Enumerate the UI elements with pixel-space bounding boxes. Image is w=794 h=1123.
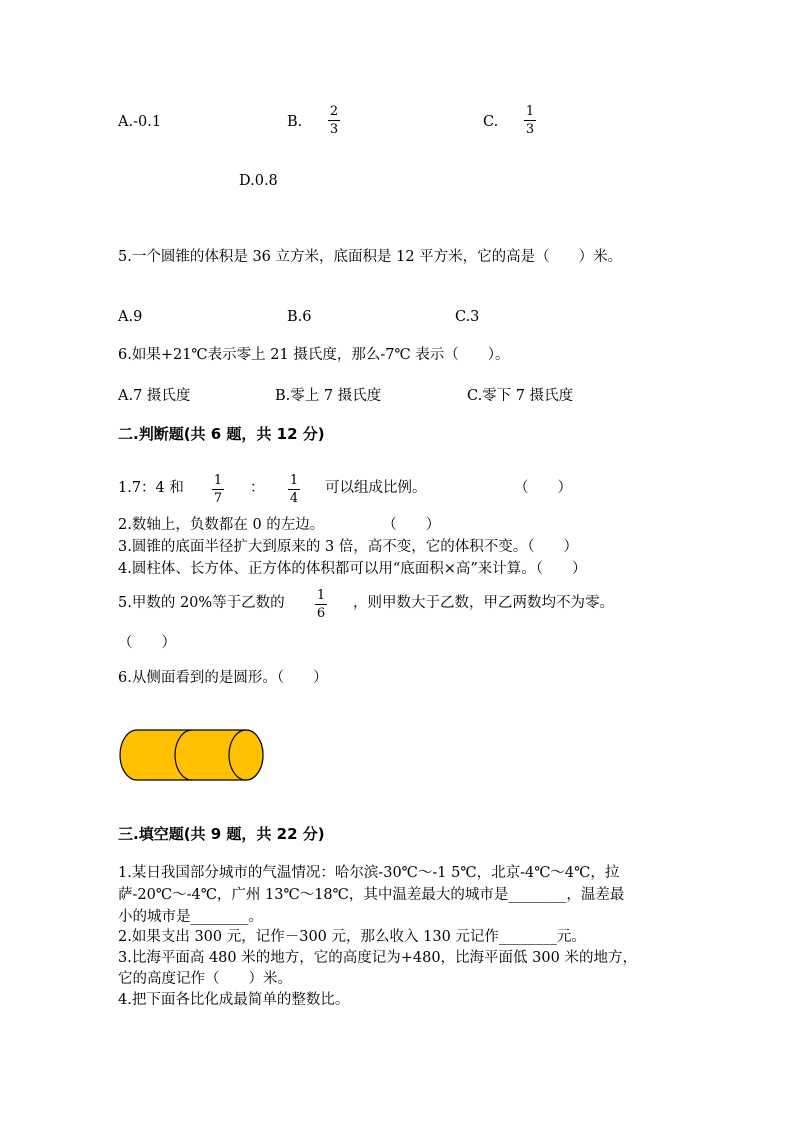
option-a: A.-0.1 xyxy=(118,114,162,130)
fraction-bar xyxy=(315,604,327,605)
judge-4: 4.圆柱体、长方体、正方体的体积都可以用“底面积×高”来计算。（ ） xyxy=(118,561,587,577)
question-6-stem: 6.如果+21℃表示零上 21 摄氏度，那么-7℃ 表示（ ）。 xyxy=(118,347,510,363)
judge-1-fraction-1 xyxy=(211,473,225,506)
judge-1-answer-paren: （ ） xyxy=(514,480,572,496)
fraction-denominator: 3 xyxy=(525,122,535,137)
fraction-bar xyxy=(524,120,536,121)
fraction-denominator: 3 xyxy=(329,122,339,137)
q5-option-c: C.3 xyxy=(455,309,480,325)
fill-4: 4.把下面各比化成最简单的整数比。 xyxy=(118,992,350,1008)
judge-1-prefix: 1.7：4 和 xyxy=(118,480,184,496)
fill-3-line-1: 3.比海平面高 480 米的地方，它的高度记为+480，比海平面低 300 米的地方， xyxy=(118,950,637,966)
q5-option-a: A.9 xyxy=(118,309,143,325)
question-5-stem: 5.一个圆锥的体积是 36 立方米，底面积是 12 平方米，它的高是（ ）米。 xyxy=(118,249,623,265)
q6-option-c: C.零下 7 摄氏度 xyxy=(467,388,574,404)
q6-option-b: B.零上 7 摄氏度 xyxy=(275,388,382,404)
fraction-bar xyxy=(288,489,300,490)
judge-5-suffix: ，则甲数大于乙数，甲乙两数均不为零。 xyxy=(353,595,614,611)
judge-5-fraction xyxy=(314,588,328,621)
fraction-numerator: 1 xyxy=(316,588,326,603)
fraction-bar xyxy=(328,120,340,121)
option-c-label: C. xyxy=(483,114,499,130)
fraction-denominator: 7 xyxy=(213,491,223,506)
fill-1-line-2: 萨-20℃～-4℃，广州 13℃～18℃，其中温差最大的城市是________，温差最 xyxy=(118,887,625,903)
judge-1-suffix: 可以组成比例。 xyxy=(325,480,427,496)
fill-1-line-1: 1.某日我国部分城市的气温情况：哈尔滨-30℃～-1 5℃，北京-4℃～4℃，拉 xyxy=(118,865,620,881)
cylinder-figure xyxy=(118,726,270,786)
q6-option-a: A.7 摄氏度 xyxy=(118,388,191,404)
section-2-heading: 二.判断题(共 6 题，共 12 分) xyxy=(118,425,325,443)
judge-1-colon: ： xyxy=(250,480,265,496)
fill-3-line-2: 它的高度记作（ ）米。 xyxy=(118,971,292,987)
option-b-label: B. xyxy=(287,114,303,130)
judge-6: 6.从侧面看到的是圆形。（ ） xyxy=(118,670,328,686)
fill-2: 2.如果支出 300 元，记作－300 元，那么收入 130 元记作________元。 xyxy=(118,929,586,945)
option-d: D.0.8 xyxy=(239,173,278,189)
q5-option-b: B.6 xyxy=(287,309,312,325)
fraction-numerator: 2 xyxy=(329,104,339,119)
judge-3: 3.圆锥的底面半径扩大到原来的 3 倍，高不变，它的体积不变。（ ） xyxy=(118,539,579,555)
option-c-fraction xyxy=(523,104,537,137)
fraction-denominator: 4 xyxy=(289,491,299,506)
judge-5-prefix: 5.甲数的 20%等于乙数的 xyxy=(118,595,285,611)
judge-5-answer-paren: （ ） xyxy=(118,635,176,651)
section-3-heading: 三.填空题(共 9 题，共 22 分) xyxy=(118,825,325,843)
fraction-denominator: 6 xyxy=(316,606,326,621)
judge-1-fraction-2 xyxy=(287,473,301,506)
fraction-numerator: 1 xyxy=(213,473,223,488)
judge-2: 2.数轴上，负数都在 0 的左边。 （ ） xyxy=(118,517,441,533)
fraction-numerator: 1 xyxy=(289,473,299,488)
fraction-bar xyxy=(212,489,224,490)
fill-1-line-3: 小的城市是________。 xyxy=(118,909,263,925)
fraction-numerator: 1 xyxy=(525,104,535,119)
option-b-fraction xyxy=(327,104,341,137)
cylinder-end-face xyxy=(229,730,263,780)
